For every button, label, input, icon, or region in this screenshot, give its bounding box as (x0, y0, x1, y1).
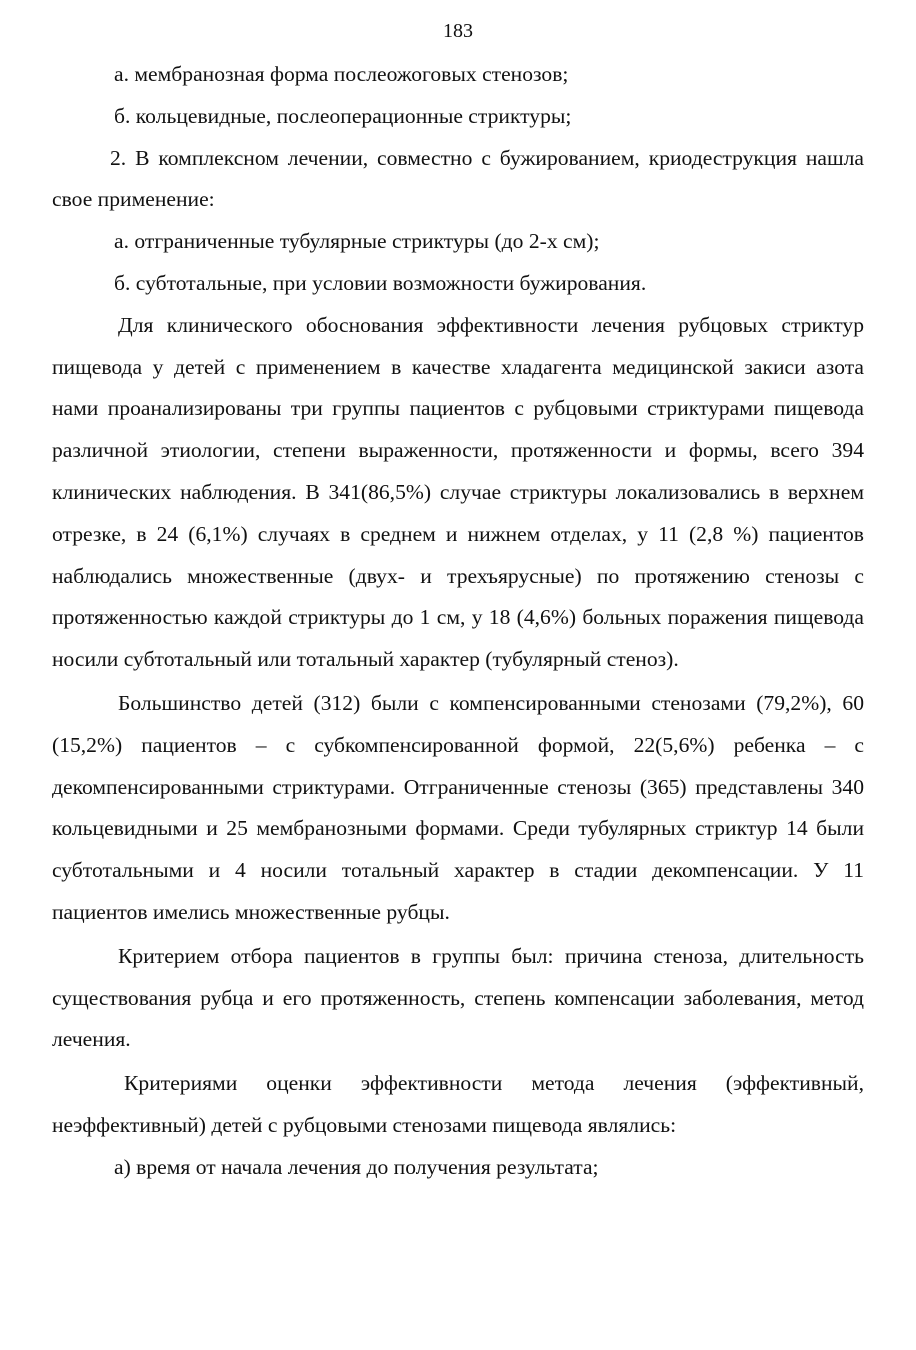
paragraph-selection-criteria: Критерием отбора пациентов в группы был: причина стеноза, длительность существования рубца и его протяженность, степень компенсации заболевания, метод лечения. (52, 943, 864, 1052)
list-item-a-membranous: а. мембранозная форма послеожоговых стенозов; (114, 62, 569, 86)
list-item-b-annular: б. кольцевидные, послеоперационные стриктуры; (114, 103, 572, 128)
paragraph-item-2-cryodestruction: 2. В комплексном лечении, совместно с бужированием, криодеструкция нашла свое применение: (52, 145, 864, 212)
paragraph-compensation-groups: Большинство детей (312) были с компенсированными стенозами (79,2%), 60 (15,2%) пациентов – с субкомпенсированной формой, 22(5,6%) ребенка – с декомпенсированными стриктурами. Отграниченные стенозы (365) представлены 340 кольцевидными и 25 мембранозными формами. Среди тубулярных стриктур 14 были субтотальными и 4 носили тотальный характер в стадии декомпенсации. У 11 пациентов имелись множественные рубцы. (52, 690, 864, 924)
paragraph-evaluation-criteria: Критериями оценки эффективности метода лечения (эффективный, неэффективный) детей с рубцовыми стенозами пищевода являлись: (52, 1071, 864, 1137)
page-number: 183 (443, 20, 473, 42)
list-item-b-subtotal: б. субтотальные, при условии возможности бужирования. (114, 270, 647, 295)
paragraph-clinical-rationale: Для клинического обоснования эффективности лечения рубцовых стриктур пищевода у детей с применением в качестве хладагента медицинской закиси азота нами проанализированы три группы пациентов с рубцовыми стриктурами пищевода различной этиологии, степени выраженности, протяженности и формы, всего 394 клинических наблюдения. В 341(86,5%) случае стриктуры локализовались в верхнем отрезке, в 24 (6,1%) случаях в среднем и нижнем отделах, у 11 (2,8 %) пациентов наблюдались множественные (двух- и трехъярусные) по протяжению стенозы с протяженностью каждой стриктуры до 1 см, у 18 (4,6%) больных поражения пищевода носили субтотальный или тотальный характер (тубулярный стеноз). (52, 312, 864, 672)
list-item-a-tubular: а. отграниченные тубулярные стриктуры (до 2-х см); (114, 229, 600, 254)
page-body (52, 54, 864, 1189)
list-item-a-time: а) время от начала лечения до получения результата; (114, 1154, 599, 1179)
